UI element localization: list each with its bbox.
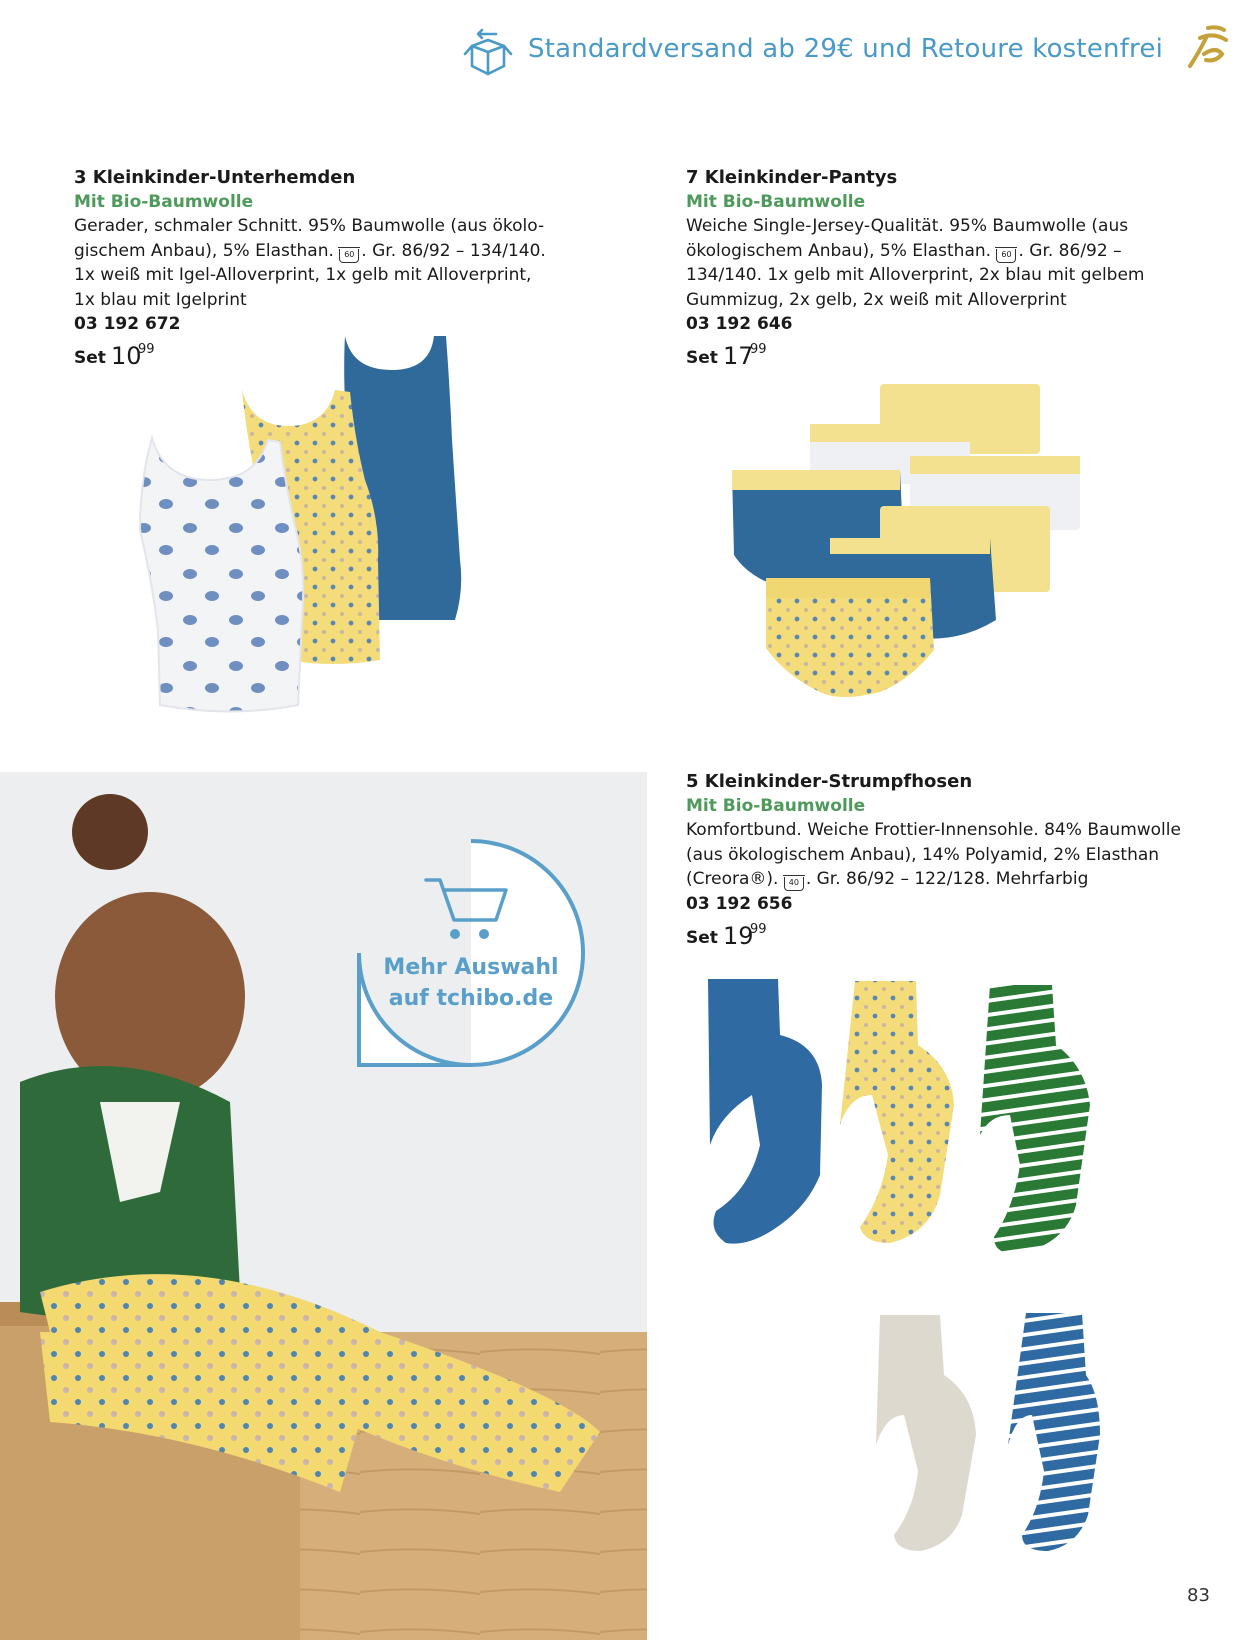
more-choice-text[interactable]: Mehr Auswahl auf tchibo.de xyxy=(383,955,559,1011)
shipping-banner xyxy=(460,24,1240,84)
product-tights xyxy=(686,770,1206,954)
tchibo-logo-icon xyxy=(1182,24,1230,70)
product-description: Weiche Single-Jersey-Qualität. 95% Baumwolle (aus ökologischem Anbau), 5% Elasthan. 60 . Gr. 86/92 – 134/140. 1x gelb mit Alloverprint, 2x blau mit gelbem Gummizug, 2x gelb, 2x weiß mit Alloverprint xyxy=(686,216,1145,310)
price: Set 10 99 xyxy=(74,342,155,370)
product-title: 3 Kleinkinder-Unterhemden xyxy=(74,167,356,188)
article-number: 03 192 656 xyxy=(686,893,793,914)
product-description: Gerader, schmaler Schnitt. 95% Baumwolle (aus ökolo- gischem Anbau), 5% Elasthan. 60 . Gr. 86/92 – 134/140. 1x weiß mit Igel-Alloverprint, 1x gelb mit Alloverprint, 1x blau mit Igelprint xyxy=(74,216,546,310)
undershirts-image xyxy=(130,330,510,740)
wash-icon: 40 xyxy=(784,877,804,891)
product-subtitle: Mit Bio-Baumwolle xyxy=(686,192,866,212)
product-title: 7 Kleinkinder-Pantys xyxy=(686,167,898,188)
price: Set 19 99 xyxy=(686,921,767,950)
wash-icon: 60 xyxy=(339,249,359,263)
product-description: Komfortbund. Weiche Frottier-Innensohle. 84% Baumwolle (aus ökologischem Anbau), 14% Polyamid, 2% Elasthan (Creora®). 40 . Gr. 86/92 – 122/128. Mehrfarbig xyxy=(686,820,1181,889)
wash-icon: 60 xyxy=(996,249,1016,263)
product-pantys xyxy=(686,166,1206,374)
article-number: 03 192 646 xyxy=(686,314,793,334)
product-subtitle: Mit Bio-Baumwolle xyxy=(686,796,866,816)
product-title: 5 Kleinkinder-Strumpfhosen xyxy=(686,771,973,792)
price: Set 17 99 xyxy=(686,342,767,370)
page-number: 83 xyxy=(1187,1585,1210,1606)
pantys-image xyxy=(720,380,1090,710)
product-subtitle: Mit Bio-Baumwolle xyxy=(74,192,254,212)
shipping-text: Standardversand ab 29€ und Retoure kostenfrei xyxy=(528,34,1163,64)
article-number: 03 192 672 xyxy=(74,314,181,334)
box-return-icon xyxy=(460,24,516,80)
tights-image xyxy=(690,975,1100,1555)
